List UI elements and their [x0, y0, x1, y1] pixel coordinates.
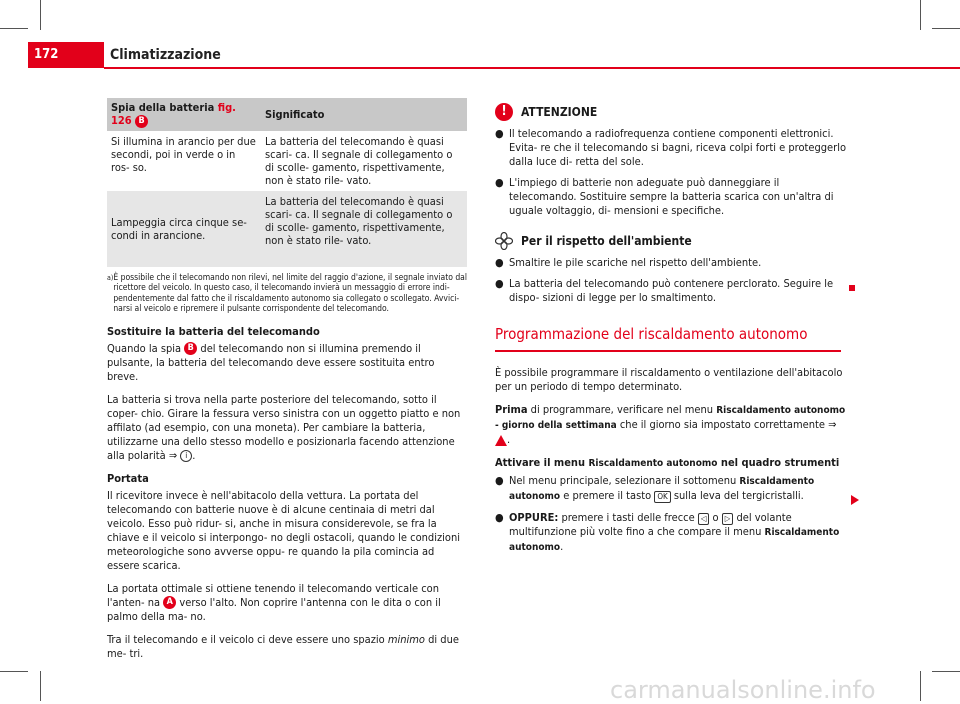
crop-mark — [40, 671, 41, 701]
paragraph: La portata ottimale si ottiene tenendo il telecomando verticale con l'anten- na A verso l'alto. Non coprire l'antenna con le dita o con il palmo della ma- no. — [107, 581, 441, 623]
footnote-text: È possibile che il telecomando non rilevi, nel limite del raggio d'azione, il segnale inviato dal ricettore del veicolo. In questo caso, il telecomando invierà un messaggio di errore indi- pendentemente dal fatto che il riscaldamento autonomo sia collegato o scollegato. Avvici- narsi al veicolo e ripremere il pulsante corrispondente del telecomando. — [113, 272, 467, 314]
crop-mark — [932, 28, 960, 29]
badge-a: A — [163, 596, 176, 609]
heading-sostituire: Sostituire la batteria del telecomando — [107, 324, 320, 338]
section-title: Programmazione del riscaldamento autonomo — [495, 325, 808, 343]
crop-mark — [932, 671, 960, 672]
table-row — [107, 131, 467, 191]
left-column — [107, 98, 467, 670]
crop-mark — [40, 0, 41, 30]
list-item: ● Nel menu principale, selezionare il sottomenu Riscaldamento autonomo e premere il tasto OK sulla leva del tergicristalli. — [495, 474, 815, 502]
list-item: ● L'impiego di batterie non adeguate può danneggiare il telecomando. Sostituire sempre la batteria scarica con un'altra di uguale voltaggio, di- mensioni e specifiche. — [495, 176, 834, 217]
warning-icon: ! — [495, 103, 513, 121]
table-cell: La batteria del telecomando è quasi scari- ca. Il segnale di collegamento o di scolle- gamento, rispettivamente, non è stato rile- vato. — [261, 131, 467, 191]
right-column — [495, 103, 847, 562]
table-head-left: Spia della batteria fig. 126 B — [107, 98, 261, 131]
footnote — [107, 273, 467, 315]
flower-icon — [495, 232, 513, 250]
warning-triangle-icon — [495, 435, 507, 446]
crop-mark — [920, 671, 921, 701]
paragraph: Prima di programmare, verificare nel menu Riscaldamento autonomo - giorno della settimana che il giorno sia impostato correttamente ⇒ . — [495, 403, 846, 446]
watermark: carmanualsonline.info — [610, 676, 876, 704]
heading-attivare: Attivare il menu Riscaldamento autonomo nel quadro strumenti — [495, 456, 840, 469]
footnote-mark: a) — [107, 273, 114, 282]
crop-mark — [920, 0, 921, 30]
battery-table — [107, 98, 467, 267]
badge-b: B — [135, 115, 148, 128]
bullet-icon: ● — [495, 511, 504, 524]
bullet-icon: ● — [495, 127, 504, 140]
paragraph: Quando la spia B del telecomando non si illumina premendo il pulsante, la batteria del telecomando deve essere sostituita entro breve. — [107, 341, 435, 383]
continue-arrow-icon[interactable] — [851, 495, 859, 505]
paragraph: Tra il telecomando e il veicolo ci deve essere uno spazio minimo di due me- tri. — [107, 632, 459, 660]
reference-arrow[interactable]: ⇒ — [168, 448, 178, 462]
right-arrow-key: ▷ — [722, 513, 734, 525]
paragraph: È possibile programmare il riscaldamento o ventilazione dell'abitacolo per un periodo di tempo determinato. — [495, 366, 843, 393]
page-number: 172 — [34, 47, 59, 62]
table-cell: Si illumina in arancio per due secondi, poi in verde o in ros- so. — [107, 131, 261, 191]
list-item: ● Smaltire le pile scariche nel rispetto dell'ambiente. — [495, 256, 762, 269]
badge-b: B — [184, 342, 197, 355]
page-number-box — [28, 42, 104, 68]
table-cell: Lampeggia circa cinque se- condi in arancione. — [107, 191, 261, 267]
crop-mark — [0, 28, 28, 29]
ok-key: OK — [654, 491, 670, 503]
paragraph: La batteria si trova nella parte posteriore del telecomando, sotto il coper- chio. Girare la fessura verso sinistra con un oggetto piatto e non affilato (ad esempio, con una moneta). Per cambiare la batteria, utilizzarne una dello stesso modello e posizionarla facendo attenzione alla polarità ⇒ i . — [107, 392, 461, 462]
paragraph: Il ricevitore invece è nell'abitacolo della vettura. La portata del telecomando con batterie nuove è di alcune centinaia di metri dal veicolo. Esso può ridur- si, anche in misura considerevole, se fra la chiave e il veicolo si interpongo- no degli ostacoli, quando le condizioni meteorologiche sono avverse oppu- re quando la pila comincia ad essere scarica. — [107, 488, 460, 572]
crop-mark — [0, 671, 28, 672]
bullet-icon: ● — [495, 256, 504, 269]
bullet-icon: ● — [495, 474, 504, 487]
environment-heading: Per il rispetto dell'ambiente — [495, 232, 847, 250]
table-cell: La batteria del telecomando è quasi scari- ca. Il segnale di collegamento o di scolle- gamento, rispettivamente, non è stato rile- vato. — [261, 191, 467, 267]
figure-link[interactable]: fig. 126 — [111, 101, 236, 127]
table-row — [107, 191, 467, 267]
header-rule — [104, 67, 960, 69]
end-of-section-marker — [849, 285, 855, 291]
list-item: ● La batteria del telecomando può contenere perclorato. Seguire le dispo- sizioni di legge per lo smaltimento. — [495, 277, 834, 304]
bullet-icon: ● — [495, 176, 504, 189]
table-head-right: Significato — [261, 98, 467, 131]
page-title: Climatizzazione — [110, 47, 221, 63]
info-circle-icon: i — [180, 450, 192, 462]
heading-portata: Portata — [107, 471, 149, 485]
list-item: ● Il telecomando a radiofrequenza contiene componenti elettronici. Evita- re che il telecomando si bagni, riceva colpi forti e proteggerlo dalla luce di- retta del sole. — [495, 127, 846, 168]
warning-heading: ! ATTENZIONE — [495, 103, 847, 121]
section-rule — [495, 350, 841, 352]
left-arrow-key: ◁ — [698, 513, 710, 525]
list-item: ● OPPURE: premere i tasti delle frecce ◁ o ▷ del volante multifunzione più volte fino a che compare il menu Riscaldamento autonomo. — [495, 511, 840, 553]
bullet-icon: ● — [495, 277, 504, 290]
